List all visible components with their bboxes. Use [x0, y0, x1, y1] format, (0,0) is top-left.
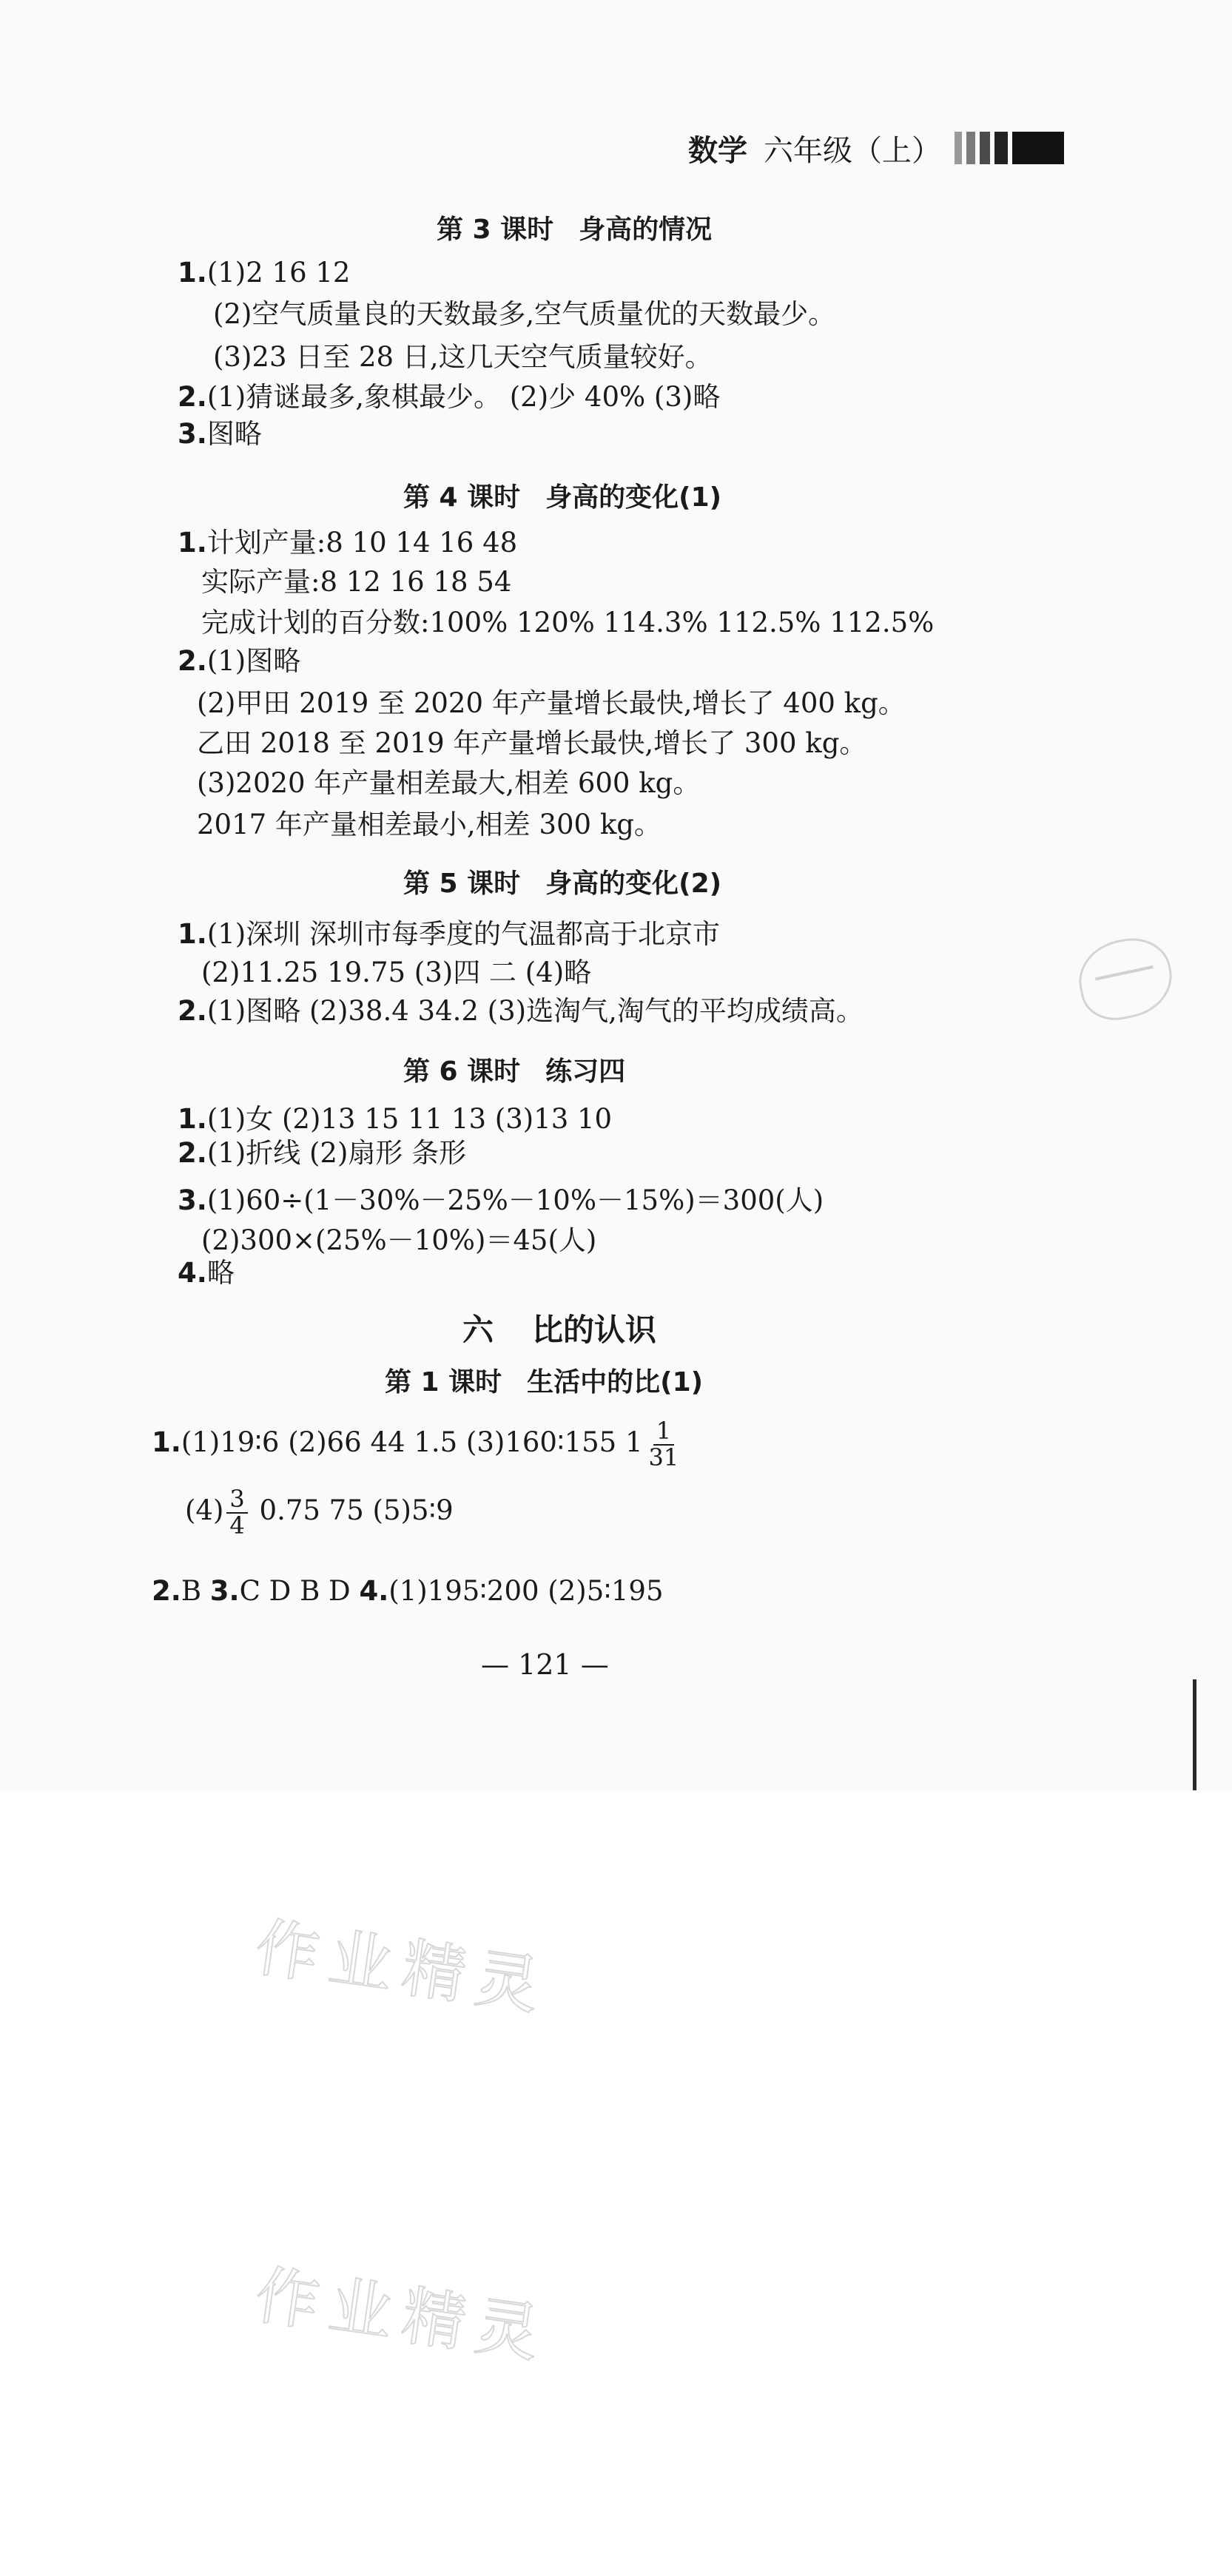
header-grade: 六年级（上） — [764, 133, 941, 168]
page-edge-shadow — [1193, 1679, 1196, 1790]
answer-line: 1.(1)19∶6 (2)66 44 1.5 (3)160∶155 1 $\frac{1}{31}$ — [152, 1419, 684, 1470]
header-decoration-bars — [955, 132, 1064, 164]
answer-line: (2)300×(25%－10%)＝45(人) — [201, 1224, 597, 1256]
answer-line: 2.(1)猜谜最多,象棋最少。 (2)少 40% (3)略 — [178, 381, 721, 413]
section-title-5 — [403, 863, 721, 900]
answer-line: 2.B 3.C D B D 4.(1)195∶200 (2)5∶195 — [152, 1575, 664, 1607]
answer-line: (4) $\frac{3}{4}$ 0.75 75 (5)5∶9 — [185, 1485, 454, 1540]
section-lesson-name: 身高的变化(2) — [545, 869, 722, 899]
section-lesson-name: 身高的变化(1) — [545, 482, 722, 513]
section-title-6 — [403, 1051, 625, 1088]
chapter-number: 六 — [462, 1312, 494, 1348]
answer-line: 1.(1)女 (2)13 15 11 13 (3)13 10 — [178, 1103, 613, 1135]
section-lesson-number: 第 5 课时 — [403, 869, 521, 899]
section-title-c1 — [385, 1361, 703, 1399]
chapter-title — [462, 1306, 656, 1350]
answer-line: (2)空气质量良的天数最多,空气质量优的天数最少。 — [213, 298, 836, 330]
answer-line: (2)甲田 2019 至 2020 年产量增长最快,增长了 400 kg。 — [197, 687, 906, 719]
section-lesson-name: 生活中的比(1) — [527, 1367, 704, 1397]
answer-line: 4.略 — [178, 1257, 235, 1289]
answer-line: (2)11.25 19.75 (3)四 二 (4)略 — [201, 957, 592, 988]
watermark: 作业精灵 — [250, 1910, 554, 2026]
answer-line: 2.(1)图略 — [178, 645, 301, 677]
section-title-4 — [403, 476, 721, 514]
answer-line: (3)2020 年产量相差最大,相差 600 kg。 — [197, 767, 701, 799]
section-title-3 — [437, 209, 712, 246]
fraction: $\frac{1}{31}$ — [648, 1417, 679, 1471]
answer-line: (3)23 日至 28 日,这几天空气质量较好。 — [213, 341, 713, 373]
answer-line: 实际产量:8 12 16 18 54 — [201, 566, 512, 598]
answer-line: 2.(1)折线 (2)扇形 条形 — [178, 1137, 467, 1169]
answer-line: 2.(1)图略 (2)38.4 34.2 (3)选淘气,淘气的平均成绩高。 — [178, 995, 864, 1027]
answer-line: 1.(1)2 16 12 — [178, 257, 351, 289]
answer-line: 3.图略 — [178, 418, 262, 450]
watermark: 作业精灵 — [250, 2258, 554, 2373]
page-number: — 121 — — [481, 1648, 609, 1681]
section-lesson-number: 第 3 课时 — [437, 215, 554, 245]
answer-line: 1.(1)深圳 深圳市每季度的气温都高于北京市 — [178, 918, 720, 950]
answer-line: 1.计划产量:8 10 14 16 48 — [178, 527, 518, 559]
answer-line: 完成计划的百分数:100% 120% 114.3% 112.5% 112.5% — [201, 607, 935, 638]
section-lesson-number: 第 1 课时 — [385, 1367, 502, 1397]
section-lesson-number: 第 4 课时 — [403, 482, 521, 513]
section-lesson-name: 身高的情况 — [579, 215, 713, 245]
header-subject: 数学 — [688, 133, 747, 168]
answer-line: 2017 年产量相差最小,相差 300 kg。 — [197, 809, 662, 840]
page-header — [688, 126, 1064, 170]
section-lesson-number: 第 6 课时 — [403, 1056, 521, 1087]
fraction: $\frac{3}{4}$ — [226, 1487, 247, 1538]
answer-line: 3.(1)60÷(1－30%－25%－10%－15%)＝300(人) — [178, 1184, 824, 1216]
chapter-name: 比的认识 — [532, 1312, 657, 1348]
section-lesson-name: 练习四 — [545, 1056, 626, 1087]
answer-line: 乙田 2018 至 2019 年产量增长最快,增长了 300 kg。 — [197, 727, 867, 759]
